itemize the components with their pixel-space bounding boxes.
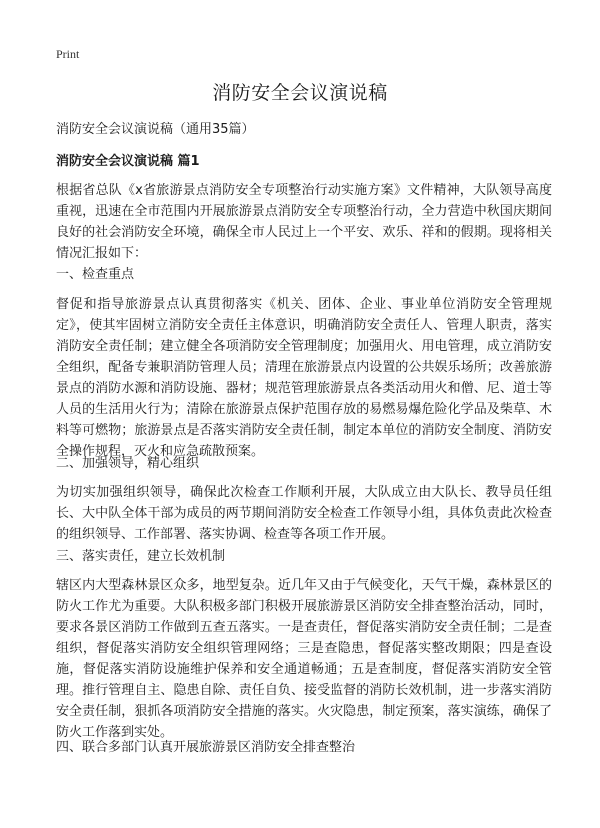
section-heading-4: 四、联合多部门认真开展旅游景区消防安全排查整治 [56,740,356,755]
section-heading-3: 三、落实责任，建立长效机制 [56,549,226,564]
document-title: 消防安全会议演说稿 [212,82,388,104]
section-heading-1: 一、检查重点 [56,267,135,282]
section-body-2: 为切实加强组织领导，确保此次检查工作顺利开展，大队成立由大队长、教导员任组长、大中队全体干部为成员的两节期间消防安全检查工作领导小组，具体负责此次检查的组织领导、工作部署、落实协调、检查等各项工作开展。 [56,485,552,542]
article-heading: 消防安全会议演说稿 篇1 [56,154,200,169]
print-link[interactable]: Print [56,47,80,61]
section-body-1: 督促和指导旅游景点认真贯彻落实《机关、团体、企业、事业单位消防安全管理规定》，使其牢固树立消防安全责任主体意识，明确消防安全责任人、管理人职责，落实消防安全责任制；建立健全各项消防安全管理制度；加强用火、用电管理，成立消防安全组织，配备专兼职消防管理人员；清理在旅游景点内设置的公共娱乐场所；改善旅游景点的消防水源和消防设施、器材；规范管理旅游景点各类活动用火和僧、尼、道士等人员的生活用火行为；清除在旅游景点保护范围存放的易燃易爆危险化学品及柴草、木料等可燃物；旅游景点是否落实消防安全责任制，制定本单位的消防安全制度、消防安全操作规程，灭火和应急疏散预案。 [56,297,552,459]
document-subtitle: 消防安全会议演说稿（通用35篇） [56,122,255,137]
section-body-3: 辖区内大型森林景区众多，地型复杂。近几年又由于气候变化，天气干燥，森林景区的防火工作尤为重要。大队积极多部门积极开展旅游景区消防安全排查整治活动，同时，要求各景区消防工作做到五查五落实。一是查责任，督促落实消防安全责任制；二是查组织，督促落实消防安全组织管理网络；三是查隐患，督促落实整改期限；四是查设施，督促落实消防设施维护保养和安全通道畅通；五是查制度，督促落实消防安全管理。推行管理自主、隐患自除、责任自负、接受监督的消防长效机制，进一步落实消防安全责任制，狠抓各项消防安全措施的落实。火灾隐患，制定预案，落实演练，确保了防火工作落到实处。 [56,578,552,740]
section-heading-2: 二、加强领导，精心组织 [56,456,200,471]
intro-paragraph: 根据省总队《x省旅游景点消防安全专项整治行动实施方案》文件精神，大队领导高度重视，迅速在全市范围内开展旅游景点消防安全专项整治行动，全力营造中秋国庆期间良好的社会消防安全环境，确保全市人民过上一个平安、欢乐、祥和的假期。现将相关情况汇报如下： [56,183,552,261]
